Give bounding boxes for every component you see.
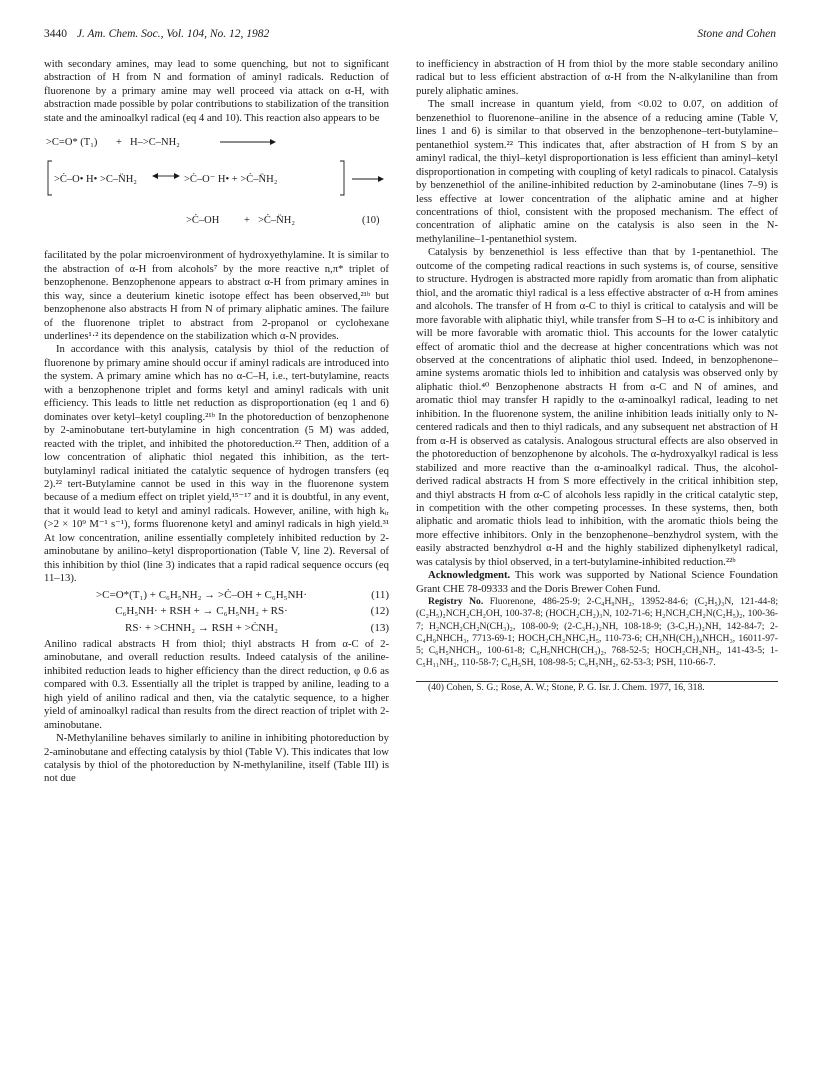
paragraph: In accordance with this analysis, catalysis by thiol of the reduction of fluorenone by primary amine should occur if aminyl radicals are introduced into the system. A primary amine which has no α-C–H, i.e., tert-butylamine, reacts with a benzophenone triplet and forms ketyl and aminyl radicals with unit efficiency. This leads to little net reduction as disproportionation (eq 1 and 6) dominates over ketyl–ketyl coupling.²¹ᵇ In the photoreduction of benzophenone by 2-aminobutane tert-butylamine in high concentration (5 M) was added, reacted with the triplet, and inhibited the photoreduction.²² Then, addition of a low concentration of aliphatic thiol negated this inhibition, as the tert-butylaminyl radical initiated the catalytic sequence of hydrogen transfers (eq 2).²² tert-Butylamine cannot be used in this way in the fluorenone system because of a medium effect on triplet yield,¹⁵⁻¹⁷ and it is doubtful, in any event, that it would lead to ketyl and aminyl radicals. However, aniline, with high kᵢᵣ (>2 × 10⁹ M⁻¹ s⁻¹), forms fluorenone ketyl and aminyl radicals in high yield.³¹ At low concentration, aniline essentially completely inhibited reduction by 2-aminobutane by anilino–ketyl disproportionation (Table V, line 2). Reversal of this inhibition by thiol (line 3) indicates that a rapid radical sequence occurs (eq 11–13). [44, 343, 389, 585]
paragraph: to inefficiency in abstraction of H from thiol by the more stable secondary anilino radical but to less efficient abstraction of α-H from the N-alkylaniline than from purely aliphatic amines. [416, 58, 778, 97]
acknowledgment [416, 569, 778, 596]
scheme-reactant-2: H–>C–NH₂ [130, 137, 180, 149]
paragraph: N-Methylaniline behaves similarly to aniline in inhibiting photoreduction by 2-aminobutane and effecting catalysis by thiol (Table V). This indicates that low catalysis by thiol of the photoreduction by N-methylaniline, itself (Table III) is not due [44, 732, 389, 785]
scheme-bracket-a: >Ċ–O• H• >C–N̈H₂ [54, 174, 137, 186]
paragraph: The small increase in quantum yield, from <0.02 to 0.07, on addition of benzenethiol to fluorenone–aniline in the absence of a reducing amine (Table V, lines 1 and 6) is similar to that observed in the benzophenone–tert-butylamine–pentanethiol system.²² This indicates that, after abstraction of H from S by an aminyl radical, the thiyl–ketyl disproportionation is less efficient than aminyl–ketyl disproportionation in competing with coupling of ketyl radicals to pinacol. Catalysis by benzenethiol of the aniline-inhibited reduction by 2-aminobutane (lines 7–9) is less effective at lower concentration of the aliphatic amine and at higher concentrations of thiol, consistent with the proposed mechanism. The effect of concentration of aliphatic amine on the catalysis is also seen in the N-methylaniline–1-pentanethiol system. [416, 98, 778, 245]
equation-13 [44, 622, 389, 635]
equation-number: (12) [370, 605, 389, 618]
scheme-equilibrium-left [152, 173, 158, 179]
scheme-bracket-b: >Ċ–O⁻ H• + >Ċ–N̈H₂ [184, 174, 278, 186]
page-number: 3440 [44, 28, 67, 40]
equation-expression: >C=O*(T₁) + C₆H₅NH₂ → >Ċ–OH + C₆H₅NH· [95, 588, 308, 601]
left-column [44, 58, 389, 786]
paragraph: facilitated by the polar microenvironment of hydroxyethylamine. It is similar to the abstraction of α-H from alcohols⁷ by the more reactive n,π* triplet of benzophenone. Benzophenone appears to abstract α-H from primary amines in this way, since a deuterium kinetic isotope effect has been observed,²¹ᵇ but benzophenone also abstracts H from N of primary aliphatic amines. The failure of the fluorenone triplet to abstract from 2-propanol or cyclohexane underlines¹·² its dependence on the stabilization which α-N provides. [44, 249, 389, 342]
paragraph: Catalysis by benzenethiol is less effective than that by 1-pentanethiol. The outcome of the competing radical reactions in such systems is, of course, sensitive to structure. Hydrogen is abstracted more rapidly from aromatic than from aliphatic thiol, and the aromatic thiyl radical is a less effective abstracter of α-H from amines and alcohols. The transfer of H from α-C to thiyl is critical to catalysis and will be more favorable with aliphatic thiyl, while transfer from S–H to α-C is inhibitory and will be more favorable with aromatic thiol. This accounts for the lower catalytic effect of aromatic thiol and the decrease at higher concentrations which was not observed at the concentrations of aliphatic thiol used. Indeed, in benzophenone–amine systems aromatic thiols led to inhibition and catalysis was observed only by aliphatic thiol.⁴⁰ Benzophenone abstracts H from α-C and N of amines, and aromatic thiol may transfer H rapidly to the α-aminoalkyl radical, leading to net inhibition. In the fluorenone system, the aniline inhibition leads initially only to N-centered radicals and then to thiyl radicals, and any subsequent net abstraction of H from α-H is observed as catalysis. Analogous structural effects are also observed in the photoreduction of benzophenone by alcohols. The α-hydroxyalkyl radical is less stabilized and more reactive than the α-aminoalkyl radical. Thus, the alcohol-derived radical abstracts H from S more effectively in the critical inhibition step, and thiyl abstracts H from α-C of alcohols less rapidly in the critical catalytic step, in competition with the other competing processes. In these systems, then, both aliphatic and aromatic thiols lead to inhibition, with the aromatic thiols being the more effective inhibitors. Only in the benzophenone–benzhydrol system, with the easily abstracted benzhydrol α-H and the highly stabilized diphenylketyl radical, was catalysis by thiol observed, in a tert-butylamine-inhibited reduction.²²ᵇ [416, 246, 778, 568]
reaction-scheme-10 [44, 131, 389, 243]
header-authors: Stone and Cohen [697, 28, 776, 40]
paragraph: Anilino radical abstracts H from thiol; thiyl abstracts H from α-C of 2-aminobutane, and overall reduction results. Indeed catalysis of the aniline-inhibited reduction leads to higher efficiency than the direct reduction, φ 0.6 as compared with 0.3. Essentially all the triplet is trapped by aniline, leading to a high yield of anilino radical and then, via the catalytic sequence, to a higher yield of aminoalkyl radical than results from the direct reaction of triplet with 2-aminobutane. [44, 637, 389, 731]
equation-12 [44, 605, 389, 618]
registry-text: Fluorenone, 486-25-9; 2-C₄H₉NH₂, 13952-84-6; (C₂H₅)₃N, 121-44-8; (C₂H₅)₂NCH₂CH₂OH, 100-37-8; (HOCH₂CH₂)₃N, 102-71-6; H₂NCH₂CH₂N(C₂H₅)₂, 100-36-7; H₂NCH₂CH₂N(CH₃)₂, 108-00-9; (2-C₃H₇)₂NH, 108-18-9; (3-C₃H₇)₂NH, 142-84-7; 2-C₄H₉NHCH₃, 7713-69-1; HOCH₂CH₂NHC₂H₅, 110-73-6; CH₃NH(CH₂)₄NHCH₃, 16011-97-5; C₆H₅NHCH₃, 100-61-8; C₆H₅NHCH(CH₃)₂, 768-52-5; HOCH₂CH₂NH₂, 141-43-5; 1-C₅H₁₁NH₂, 110-58-7; C₆H₅SH, 108-98-5; C₆H₅NH₂, 62-53-3; PSH, 110-66-7. [416, 596, 778, 669]
header-left [44, 28, 269, 40]
right-column [416, 58, 778, 694]
scheme-product-1: >Ċ–OH [186, 215, 220, 227]
scheme-svg [44, 131, 389, 243]
scheme-bracket-left [48, 161, 52, 195]
equation-number: (13) [370, 621, 389, 634]
scheme-equation-number: (10) [362, 215, 380, 227]
paragraph: with secondary amines, may lead to some quenching, but not to significant abstraction of H from N and formation of aminyl radicals. Reduction of fluorenone by a primary amine may well proceed via attack on α-H, with abstraction made possible by polar contributions to stabilization of the transition state and the aminoalkyl radical (eq 4 and 10). This reaction also appears to be [44, 58, 389, 124]
acknowledgment-label: Acknowledgment. [428, 569, 511, 582]
scheme-plus-1: + [116, 137, 122, 149]
scheme-equilibrium-right [174, 173, 180, 179]
scheme-product-2: >Ċ–N̈H₂ [258, 215, 296, 227]
scheme-reactant-1: >C=O* (T₁) [46, 137, 98, 149]
scheme-arrowhead-1 [270, 139, 276, 145]
scheme-arrowhead-2 [378, 176, 384, 182]
scheme-plus-2: + [244, 215, 250, 227]
registry-numbers [416, 596, 778, 669]
running-header [44, 28, 776, 46]
journal-citation: J. Am. Chem. Soc., Vol. 104, No. 12, 1982 [76, 28, 270, 40]
scheme-bracket-right [340, 161, 344, 195]
equation-expression: C₆H₅NH· + RSH + → C₆H₅NH₂ + RS· [115, 605, 288, 618]
equation-number: (11) [371, 588, 389, 601]
acknowledgment-text: This work was supported by National Science Foundation Grant CHE 78-09333 and the Doris Brewer Cohen Fund. [416, 569, 778, 595]
registry-label: Registry No. [428, 596, 484, 608]
footnote-40: (40) Cohen, S. G.; Rose, A. W.; Stone, P. G. Isr. J. Chem. 1977, 16, 318. [428, 682, 705, 694]
equation-11 [44, 589, 389, 602]
equation-expression: RS· + >CHNH₂ → RSH + >ĊNH₂ [125, 621, 278, 634]
